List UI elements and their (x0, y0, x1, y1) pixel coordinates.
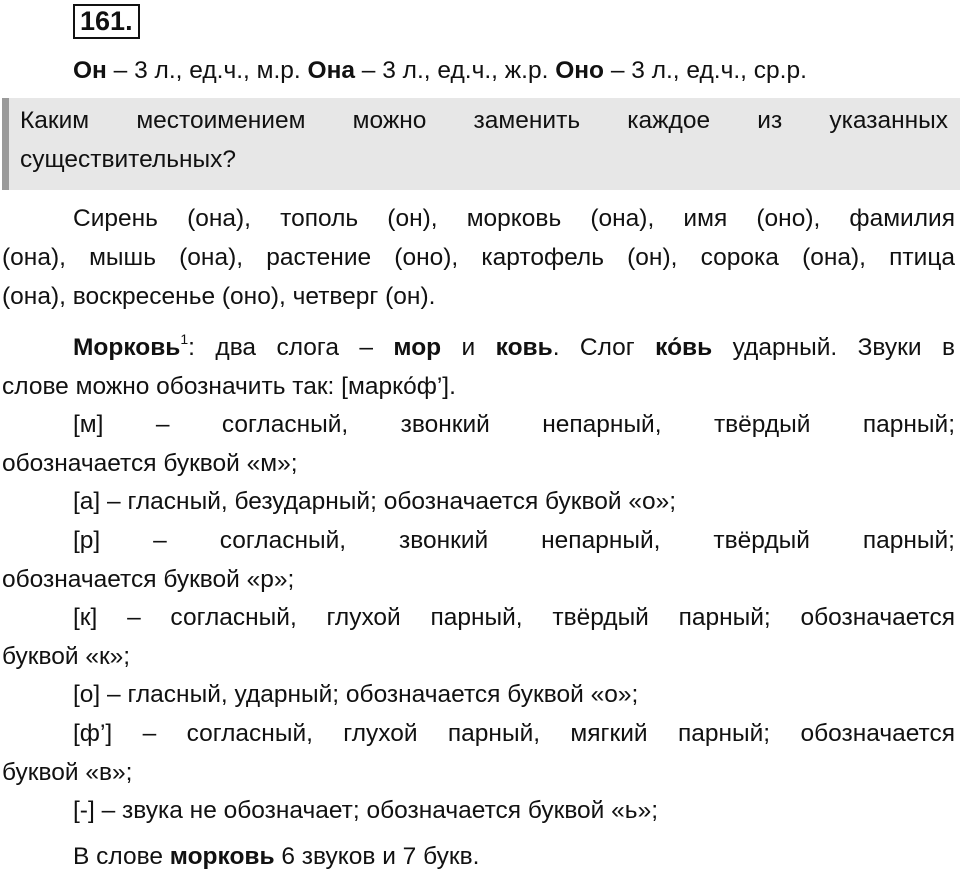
sound-f-line-1: [ф’] – согласный, глухой парный, мягкий парный; обозначается (73, 720, 955, 747)
sound-r-line-2: обозначается буквой «р»; (2, 566, 295, 593)
sound-k-line-1: [к] – согласный, глухой парный, твёрдый парный; обозначается (73, 604, 955, 631)
footnote-mark: 1 (180, 330, 189, 347)
sound-m-line-2: обозначается буквой «м»; (2, 450, 298, 477)
soft-sign-line: [-] – звука не обозначает; обозначается буквой «ь»; (73, 797, 658, 824)
pronoun-ona: Она (307, 57, 355, 84)
answer-line-1: Сирень (она), тополь (он), морковь (она), имя (оно), фамилия (73, 205, 955, 232)
summary-line: В слове морковь 6 звуков и 7 букв. (73, 843, 480, 870)
exercise-number: 161. (73, 4, 140, 39)
pronoun-on: Он (73, 57, 107, 84)
sound-o-line: [о] – гласный, ударный; обозначается буквой «о»; (73, 681, 639, 708)
analysis-line-1: Морковь$^1$: два слога – мор и ковь. Слог ко́вь ударный. Звуки в (73, 330, 955, 361)
gender-line: Он – 3 л., ед.ч., м.р. Она – 3 л., ед.ч., ж.р. Оно – 3 л., ед.ч., ср.р. (73, 57, 807, 84)
question-line-2: существительных? (20, 146, 237, 173)
sound-f-line-2: буквой «в»; (2, 759, 133, 786)
answer-line-2: (она), мышь (она), растение (оно), картофель (он), сорока (она), птица (2, 244, 955, 271)
answer-line-3: (она), воскресенье (оно), четверг (он). (2, 283, 436, 310)
sound-r-line-1: [р] – согласный, звонкий непарный, твёрдый парный; (73, 527, 955, 554)
sound-k-line-2: буквой «к»; (2, 643, 131, 670)
summary-word: морковь (169, 843, 275, 870)
question-line-1: Каким местоимением можно заменить каждое из указанных (20, 107, 948, 134)
pronoun-ono: Оно (555, 57, 605, 84)
analysis-word: Морковь (73, 334, 181, 361)
analysis-line-2: слове можно обозначить так: [марко́ф’]. (2, 373, 456, 400)
sound-m-line-1: [м] – согласный, звонкий непарный, твёрдый парный; (73, 411, 955, 438)
sound-a-line: [а] – гласный, безударный; обозначается буквой «о»; (73, 488, 677, 515)
